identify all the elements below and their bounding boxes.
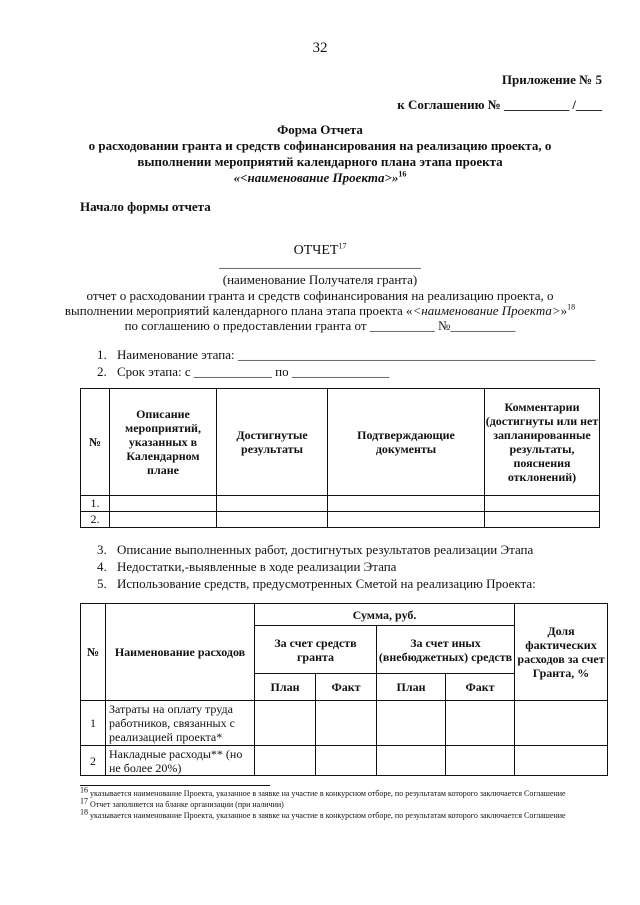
row-number: 1 <box>81 701 106 746</box>
report-description-line2: выполнении мероприятий календарного плана этапа проекта «<наименование Проекта>»$^{18}$ <box>64 302 576 318</box>
table-cell <box>377 701 446 746</box>
column-header: Доля фактических расходов за счет Гранта, % <box>515 604 608 701</box>
form-title-line3: выполнении мероприятий календарного плана этапа проекта <box>137 154 503 169</box>
column-header: Факт <box>446 674 515 701</box>
table-cell <box>316 701 377 746</box>
list-item: 1. Наименование этапа: _______________________________________________________ <box>97 347 596 362</box>
list-item: 3. Описание выполненных работ, достигнутых результатов реализации Этапа <box>97 542 534 557</box>
column-header: Подтверждающие документы <box>328 389 485 496</box>
table-cell <box>110 512 217 528</box>
report-description-line3: по соглашению о предоставлении гранта от __________ №__________ <box>124 318 516 333</box>
table-cell <box>255 701 316 746</box>
table-cell <box>485 512 600 528</box>
footnote-ref-17: 17 <box>338 241 347 251</box>
table-cell <box>316 746 377 776</box>
agreement-number-blank: __________ /____ <box>504 97 602 112</box>
footnote-16: $^{16}$ указывается наименование Проекта, указанное в заявке на участие в конкурсном отборе, по результатам которого заключается Соглашение <box>80 785 566 798</box>
column-header: Факт <box>316 674 377 701</box>
column-header: План <box>377 674 446 701</box>
column-header: За счет иных (внебюджетных) средств <box>377 626 515 674</box>
footnote-17: $^{17}$ Отчет заполняется на бланке организации (при наличии) <box>80 796 284 809</box>
column-header: Комментарии (достигнуты или нет запланированные результаты, пояснения отклонений) <box>485 389 600 496</box>
expenses-table <box>80 603 608 776</box>
table-row <box>81 746 608 776</box>
column-header: Сумма, руб. <box>255 604 515 626</box>
page-number: 32 <box>312 40 328 56</box>
footnote-separator <box>80 785 270 786</box>
report-description-line1: отчет о расходовании гранта и средств софинансирования на реализацию проекта, о <box>86 288 554 303</box>
column-header: За счет средств гранта <box>255 626 377 674</box>
appendix-label: Приложение № 5 <box>501 72 602 87</box>
agreement-reference <box>397 97 602 113</box>
table-cell <box>377 746 446 776</box>
row-number: 2. <box>81 512 110 528</box>
column-header: План <box>255 674 316 701</box>
form-title-line1: Форма Отчета <box>277 122 363 137</box>
project-name-placeholder: «<наименование Проекта>» <box>233 170 399 185</box>
table-cell <box>217 496 328 512</box>
table-cell <box>515 746 608 776</box>
events-table <box>80 388 600 528</box>
table-header-row <box>81 389 600 496</box>
column-header: № <box>81 389 110 496</box>
recipient-caption: (наименование Получателя гранта) <box>222 272 418 287</box>
report-description <box>0 288 640 333</box>
table-row <box>81 496 600 512</box>
report-sections-list <box>97 541 536 592</box>
list-item: 5. Использование средств, предусмотренных Сметой на реализацию Проекта: <box>97 576 536 591</box>
table-cell <box>446 701 515 746</box>
expense-name: Накладные расходы** (но не более 20%) <box>106 746 255 776</box>
form-title <box>0 122 640 186</box>
column-header: Достигнутые результаты <box>217 389 328 496</box>
expense-name: Затраты на оплату труда работников, связанных с реализацией проекта* <box>106 701 255 746</box>
form-title-line4 <box>0 170 640 186</box>
table-cell <box>328 496 485 512</box>
table-cell <box>328 512 485 528</box>
table-cell <box>255 746 316 776</box>
footnote-ref-16: 16 <box>398 169 407 179</box>
form-title-line2: о расходовании гранта и средств софинансирования на реализацию проекта, о <box>88 138 552 153</box>
table-cell <box>446 746 515 776</box>
table-row <box>81 701 608 746</box>
column-header: Описание мероприятий, указанных в Календарном плане <box>110 389 217 496</box>
table-cell <box>110 496 217 512</box>
table-cell <box>217 512 328 528</box>
agreement-prefix: к Соглашению № <box>397 97 501 112</box>
footnote-ref-18: 18 <box>567 302 576 312</box>
list-item: 4. Недостатки,-выявленные в ходе реализации Этапа <box>97 559 397 574</box>
column-header: № <box>81 604 106 701</box>
recipient-blank: _______________________________ <box>219 255 421 270</box>
column-header: Наименование расходов <box>106 604 255 701</box>
row-number: 1. <box>81 496 110 512</box>
table-cell <box>515 701 608 746</box>
footnotes <box>80 785 605 821</box>
stage-info-list <box>97 346 595 380</box>
row-number: 2 <box>81 746 106 776</box>
table-cell <box>485 496 600 512</box>
list-item: 2. Срок этапа: с ____________ по _______________ <box>97 364 390 379</box>
table-row <box>81 512 600 528</box>
footnote-18: $^{18}$ указывается наименование Проекта, указанное в заявке на участие в конкурсном отборе, по результатам которого заключается Соглашение <box>80 807 566 820</box>
section-start-label: Начало формы отчета <box>80 199 211 214</box>
report-heading: ОТЧЕТ$^{17}$ <box>293 241 347 258</box>
